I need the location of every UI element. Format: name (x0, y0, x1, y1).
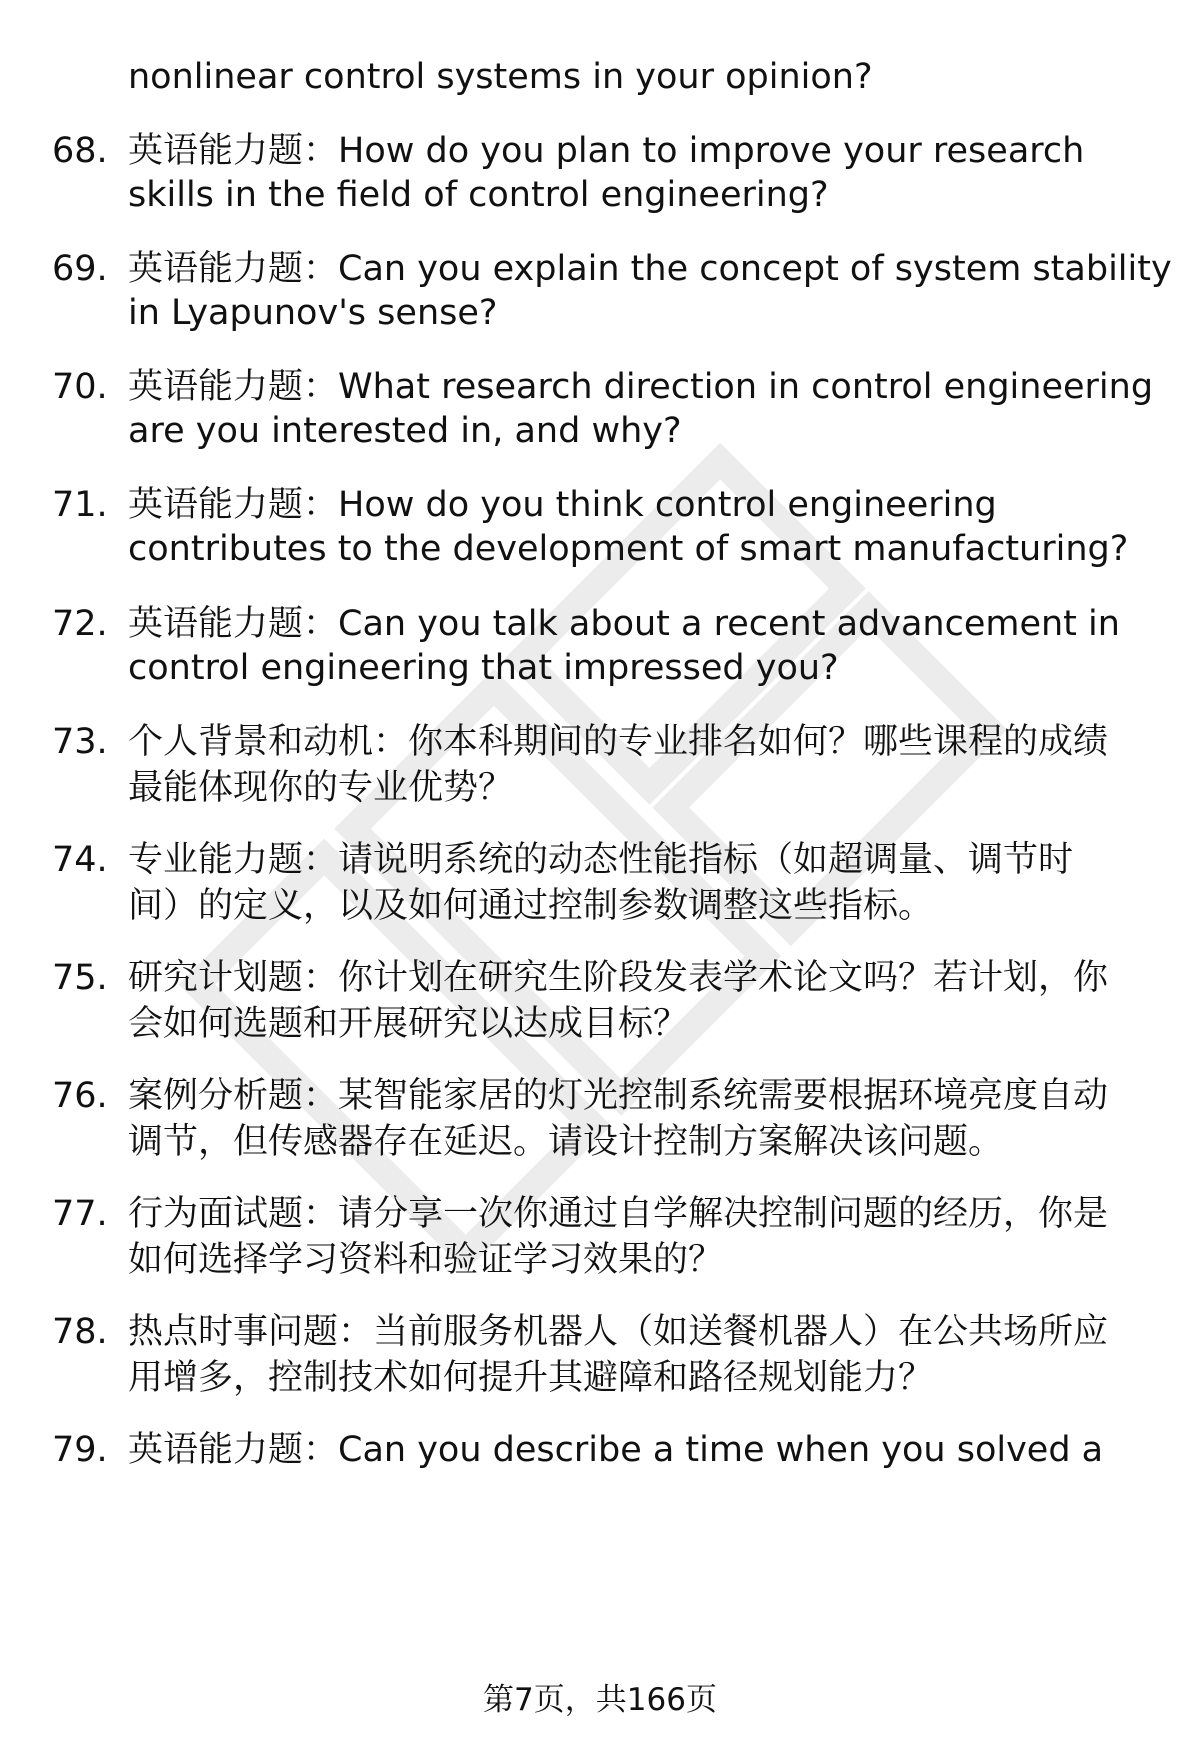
item-text-line2: control engineering that impressed you? (128, 648, 839, 688)
item-text-line2: in Lyapunov's sense? (128, 293, 498, 333)
item-number: 77. (52, 1194, 108, 1234)
item-text-line2: skills in the field of control engineering? (128, 175, 829, 215)
item-text-line1: 研究计划题：你计划在研究生阶段发表学术论文吗？若计划，你 (128, 958, 1109, 998)
page-footer: 第7页，共166页 (483, 1682, 717, 1718)
item-text-line1: 英语能力题：Can you explain the concept of system stability (128, 249, 1172, 289)
item-text-line1: 热点时事问题：当前服务机器人（如送餐机器人）在公共场所应 (128, 1312, 1109, 1352)
item-text-line2: are you interested in, and why? (128, 411, 682, 451)
item-number: 70. (52, 367, 108, 407)
item-text-line2: 如何选择学习资料和验证学习效果的？ (128, 1240, 724, 1280)
item-number: 76. (52, 1076, 108, 1116)
item-number: 69. (52, 249, 108, 289)
item-text-line1: 个人背景和动机：你本科期间的专业排名如何？哪些课程的成绩 (128, 722, 1109, 762)
item-text-line1: 英语能力题：Can you describe a time when you solved a (128, 1430, 1104, 1470)
item-number: 75. (52, 958, 108, 998)
item-number: 78. (52, 1312, 108, 1352)
item-text-line1: 英语能力题：How do you plan to improve your research (128, 131, 1085, 171)
item-text-line1: 行为面试题：请分享一次你通过自学解决控制问题的经历，你是 (128, 1194, 1109, 1234)
item-text-line2: 用增多，控制技术如何提升其避障和路径规划能力？ (128, 1358, 934, 1398)
intro-line: nonlinear control systems in your opinion? (128, 57, 873, 97)
item-number: 72. (52, 604, 108, 644)
item-text-line1: 专业能力题：请说明系统的动态性能指标（如超调量、调节时 (128, 840, 1074, 880)
item-number: 71. (52, 485, 108, 525)
item-text-line1: 英语能力题：What research direction in control engineering (128, 367, 1154, 407)
item-text-line2: 会如何选题和开展研究以达成目标？ (128, 1004, 689, 1044)
item-text-line2: 调节，但传感器存在延迟。请设计控制方案解决该问题。 (128, 1122, 1004, 1162)
item-text-line1: 案例分析题：某智能家居的灯光控制系统需要根据环境亮度自动 (128, 1076, 1109, 1116)
item-number: 73. (52, 722, 108, 762)
item-number: 68. (52, 131, 108, 171)
item-text-line2: contributes to the development of smart manufacturing? (128, 529, 1129, 569)
item-number: 74. (52, 840, 108, 880)
item-number: 79. (52, 1430, 108, 1470)
item-text-line2: 间）的定义，以及如何通过控制参数调整这些指标。 (128, 886, 934, 926)
item-text-line1: 英语能力题：How do you think control engineering (128, 485, 997, 525)
item-text-line1: 英语能力题：Can you talk about a recent advancement in (128, 604, 1120, 644)
item-text-line2: 最能体现你的专业优势？ (128, 768, 514, 808)
